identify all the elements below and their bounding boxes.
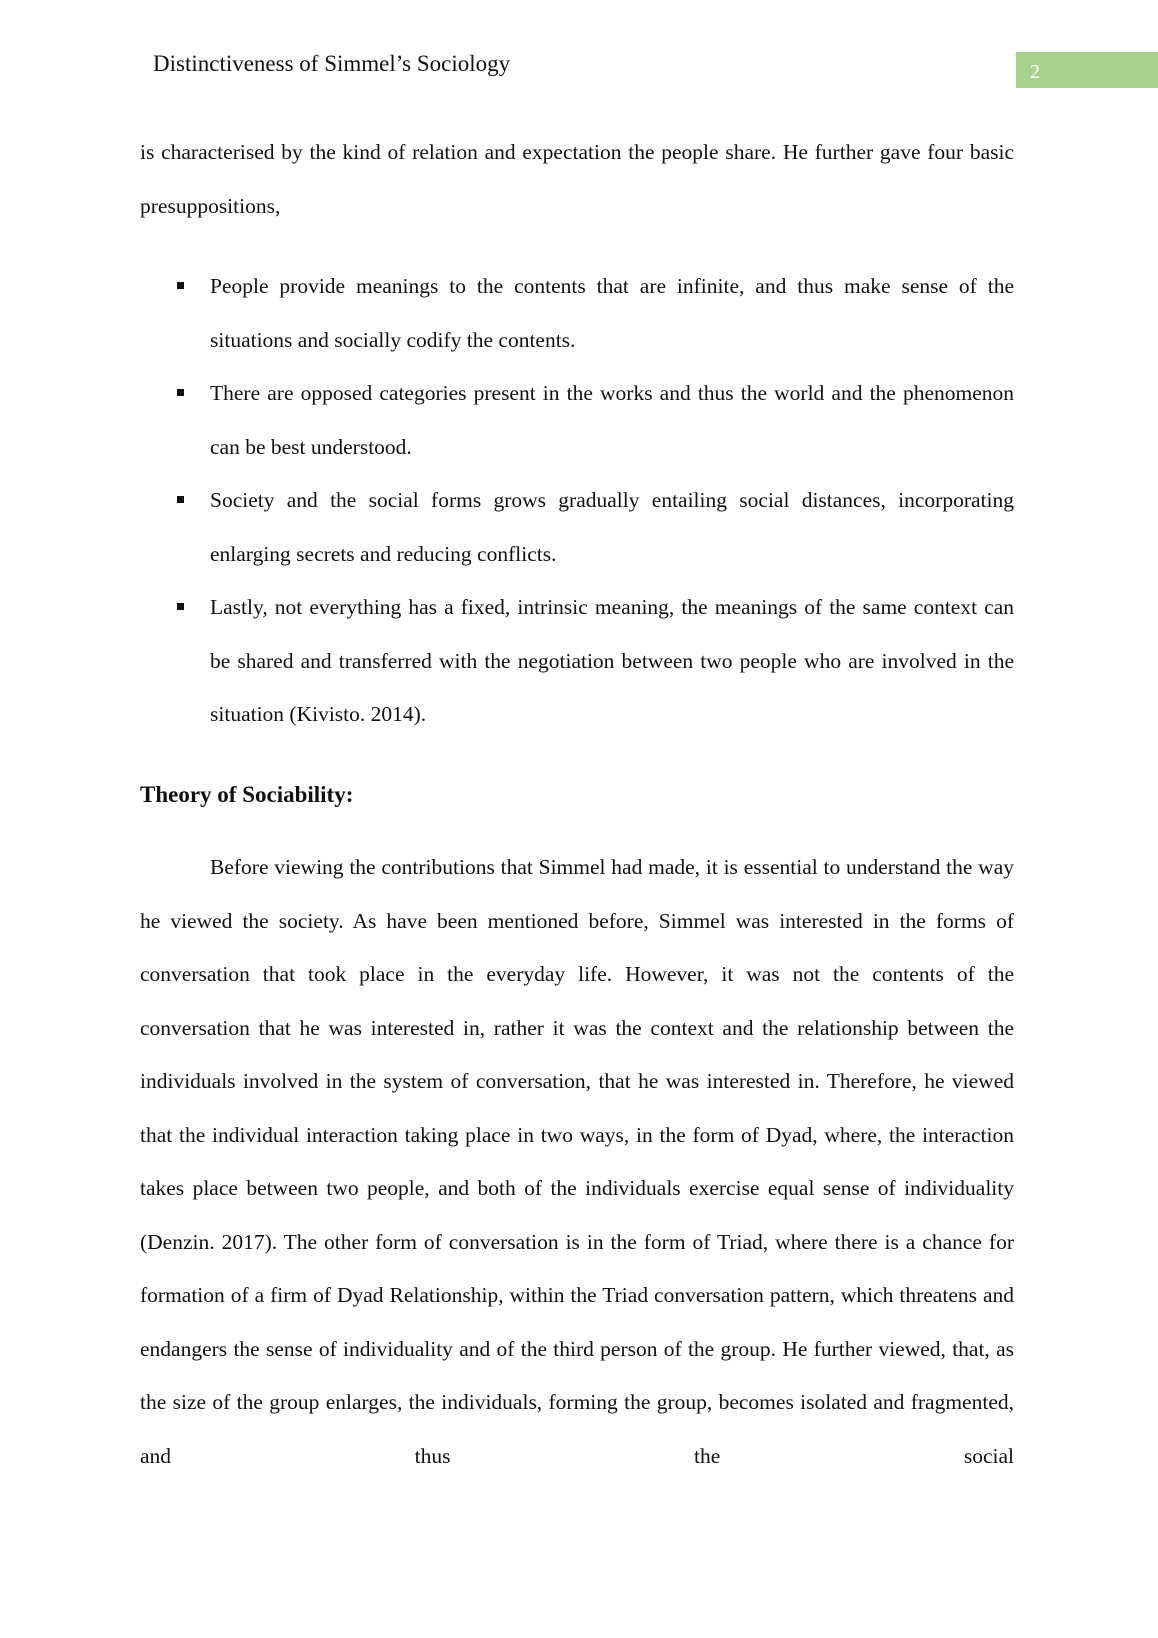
section-paragraph: Before viewing the contributions that Simmel had made, it is essential to understand the way he viewed the society. As have been mentioned before, Simmel was interested in the forms of conversation that took place in the everyday life. However, it was not the contents of the conversation that he was interested in, rather it was the context and the relationship between the individuals involved in the system of conversation, that he was interested in. Therefore, he viewed that the individual interaction taking place in two ways, in the form of Dyad, where, the interaction takes place between two people, and both of the individuals exercise equal sense of individuality (Denzin. 2017). The other form of conversation is in the form of Triad, where there is a chance for formation of a firm of Dyad Relationship, within the Triad conversation pattern, which threatens and endangers the sense of individuality and of the third person of the group. He further viewed, that, as the size of the group enlarges, the individuals, forming the group, becomes isolated and fragmented, and thus the social bbox=[140, 855, 1014, 1468]
square-bullet-icon bbox=[177, 282, 184, 289]
list-item-text: Society and the social forms grows gradually entailing social distances, incorporating enlarging secrets and reducing conflicts. bbox=[210, 488, 1014, 566]
list-item bbox=[140, 367, 1014, 474]
page-number-box bbox=[1016, 52, 1158, 88]
list-item bbox=[140, 260, 1014, 367]
list-item-text: People provide meanings to the contents that are infinite, and thus make sense of the situations and socially codify the contents. bbox=[210, 274, 1014, 352]
square-bullet-icon bbox=[177, 389, 184, 396]
list-item bbox=[140, 581, 1014, 742]
intro-paragraph: is characterised by the kind of relation and expectation the people share. He further gave four basic presuppositions, bbox=[140, 140, 1014, 218]
square-bullet-icon bbox=[177, 496, 184, 503]
presuppositions-list bbox=[140, 260, 1014, 742]
square-bullet-icon bbox=[177, 603, 184, 610]
page-number: 2 bbox=[1030, 61, 1040, 83]
running-header-title: Distinctiveness of Simmel’s Sociology bbox=[153, 51, 511, 76]
list-item bbox=[140, 474, 1014, 581]
list-item-text: There are opposed categories present in the works and thus the world and the phenomenon can be best understood. bbox=[210, 381, 1014, 459]
list-item-text: Lastly, not everything has a fixed, intrinsic meaning, the meanings of the same context can be shared and transferred with the negotiation between two people who are involved in the situation (Kivisto. 2014). bbox=[210, 595, 1014, 726]
section-heading: Theory of Sociability: bbox=[140, 782, 354, 807]
